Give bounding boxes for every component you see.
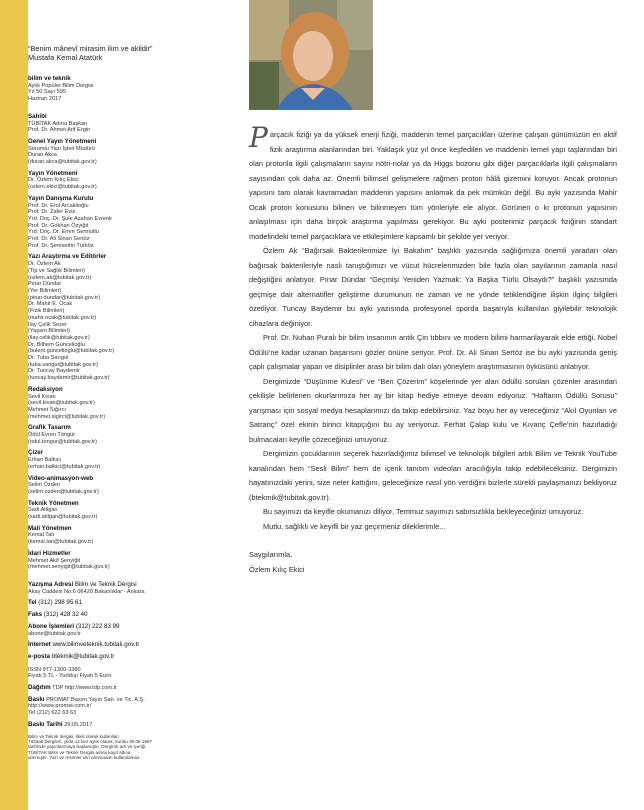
print-heading: Baskı [28,695,45,703]
credit-section [28,612,198,619]
credit-line: (erhan.balkici@tubitak.gov.tr) [28,463,101,470]
credit-heading: Yayın Yönetmeni [28,169,78,177]
contact-value: (312) 298 95 61 [38,599,82,607]
credit-heading: Tel (312) 298 95 61 [28,599,82,607]
legal-line: Bilim ve Teknik dergisi, ilkeli olarak kullanilan [28,733,119,739]
magazine-date: Haziran 2017 [28,96,62,103]
legal-line: TÜBİTAK Bilim ve Teknik Dergisi adına kayıt altına [28,749,131,755]
credit-section [28,254,198,381]
credit-line: (selim.ozden@tubitak.gov.tr) [28,488,99,495]
credit-line: (Yer Bilimleri) [28,287,62,294]
credit-section [28,139,198,166]
credit-line: Duran Akca [28,152,57,159]
contact-value: (312) 428 32 40 [43,611,88,619]
print-info [28,697,198,717]
credit-line: (mahir.ocak@tubitak.gov.tr) [28,314,97,321]
credit-line: (ozlem.ak@tubitak.gov.tr) [28,274,92,281]
print-date [28,722,198,729]
credit-line: (sadi.atilgan@tubitak.gov.tr) [28,514,98,521]
issn: ISSN 977-1300-3380 [28,666,81,673]
credit-line: Dr. Tuba Sarıgul [28,355,69,362]
editor-portrait-image [249,0,373,110]
article-paragraph: Dergimizin çocuklarının seçerek hazırladığımız bilimsel ve teknolojik bilgileri artık Bilim ve Teknik YouTube kanalından hem “Sesli Bilim” hem de içerik tanıtım videoları aracılığıyla takip edebileceksiniz. Dergimizin hayatınızdaki yerini, size neler kattığını, geleceğinize nasıl yön verdiğini bizlerle sürekli paylaşmanızı bekliyoruz (btekmik@tubitak.gov.tr). [249,449,617,502]
credit-line: Prof. Dr. Zafer Evis [28,209,76,216]
legal-notice [28,734,198,761]
magazine-issue: Yıl 50 Sayı 595 [28,89,66,96]
credit-line: (Fizik Bilimleri) [28,308,65,315]
ataturk-quote [28,44,198,62]
credit-line: Yrd. Doç. Dr. Emre Sermutlu [28,229,99,236]
quote-text: “Benim mânevî mirasim ilim ve akildir” [28,44,153,53]
credit-line: Akay Caddesi No:6 06420 Bakanlıklar - Ankara [28,588,145,595]
editorial-letter [249,121,617,577]
credit-heading: Redaksiyon [28,385,63,393]
editor-photo [249,0,373,110]
credit-heading: Faks (312) 428 32 40 [28,611,88,619]
credit-line: (Tip ve Sağlık Bilimleri) [28,267,85,274]
contact-value: Bilim ve Teknik Dergisi [74,581,137,588]
legal-line: alınmıştır. Yazı ve resimler izin alınmadan kullanılamaz. [28,755,141,761]
magazine-subtitle: Aylık Popüler Bilim Dergisi [28,82,94,89]
credit-line: abone@tubitak.gov.tr [28,630,81,637]
credit-heading: Yazı Araştırma ve Editörler [28,253,107,261]
credit-line: Selim Özden [28,482,61,489]
credit-line: Dr. Tuncay Baydemir [28,368,80,375]
credit-line: Prof. Dr. Ali Sinan Sertöz [28,236,90,243]
credit-section [28,501,198,521]
credit-heading: Yazışma Adresi Bilim ve Teknik Dergisi [28,581,137,588]
print-value: PROMAT Basım Yayın San. ve Tic. A.Ş. [46,696,145,703]
article-paragraph: Prof. Dr. Nuhan Puralı bir bilim insanının antik Çin tıbbını ve modern bilimi harmanlayarak elde ettiği, Nobel Ödülü’ne kadar uzanan başarısını gözler önüne seriyor. Prof. Dr. Ali Sinan Sertöz ise bu ayki yazısında geniş çaplı çalışmalar yapan ve disiplinler arası bir bilim dalı olan yöneylem araştırmasının öyküsünü anlatıyor. [249,333,617,371]
credit-line: TÜBİTAK Adına Başkan [28,120,88,127]
credit-section [28,425,198,445]
credit-line: (pinar.dundar@tubitak.gov.tr) [28,294,101,301]
credit-line: Prof. Dr. Ahmet Arif Ergin [28,127,91,134]
credit-line: (mehmet.sigirci@tubitak.gov.tr) [28,413,106,420]
credit-section [28,450,198,470]
signature: Özlem Kılıç Ekici [249,564,305,574]
magazine-info [28,76,198,103]
drop-cap: P [249,121,268,154]
magazine-title: bilim ve teknik [28,75,71,82]
article-paragraph: Dergimizde “Düşünme Kulesi” ve “Ben Çözerim” köşelerinde yer alan ödüllü soruları çözenler arasından çekilişle belirlenen okurlarımıza her ay bir kitap hediye etmeye devam ediyoruz. “Haftanın Ödüllü Sorusu” yarışması için sosyal medya hesaplarımızı da takip edebilirsiniz. Yaz boyu her ay vereceğimiz “Akıl Oyunları ve Satranç” özel ekinin birinci kitapçığını bu ay veriyoruz. Ferhat Çalap kulu ve Kıvanç Çefle’nin hazırladığı bulmacaları keyifle çözeceğinizi umuyoruz. [249,376,617,444]
credit-line: (Yaşam Bilimleri) [28,328,70,335]
article-paragraph: Özlem Ak “Bağırsak Bakterilerimize İyi Bakalım” başlıklı yazısında sağlığımıza önemli yararları olan bağırsak bakterileriyle naslı tanıştığımızı ve vücut hücrelerimizden bile fazla olan sayılarının zamanla nasıl değiştiğini anlatıyor. Pınar Dündar “Geçmişi Yeniden Yazmak: Ya Başka Türlü Olsaydı?” başlıklı yazısında geçmişe dair alternatifler geliştirme durumunun ne zaman ve ne yönde tetiklendiğine ilişkin ilginç bilgileri özetliyor. Tuncay Baydemir bu ayki yazısında profesyonel sporda başarıyla kullanılan giyilebilir teknolojik cihazlara değiniyor. [249,246,617,328]
credit-line: (duran.akca@tubitak.gov.tr) [28,159,97,166]
credit-heading: Yayın Danışma Kurulu [28,194,94,202]
credit-section [28,600,198,607]
credit-section [28,582,198,595]
credit-heading: Grafik Tasarım [28,424,71,432]
credit-line: Sevil Kivan [28,393,56,400]
contact-info [28,582,198,661]
credit-line: Prof. Dr. Şemsettin Türköz [28,242,94,249]
credit-section [28,171,198,191]
credit-line: (odul.tongur@tubitak.gov.tr) [28,438,98,445]
credit-heading: Genel Yayın Yönetmeni [28,137,97,145]
credit-line: Mehmet Sığırcı [28,406,66,413]
contact-value: www.bilimveteknik.tubitak.gov.tr [52,641,140,649]
article-paragraph: Bu sayımızı da keyifle okumanızı diliyor, Temmuz sayımızı sabırsızlıkla bekleyeceğinizi umuyoruz. [263,507,584,516]
credit-line: (bulent.guncelioglu@tubitak.gov.tr) [28,348,115,355]
credit-line: Pınar Dündar [28,281,62,288]
credit-line: Yrd. Doç. Dr. Şule Asahan Evrenk [28,215,112,222]
print-url: http://www.promat.com.tr/ [28,703,92,710]
masthead-content [28,44,198,761]
credit-line: Ödül Evren Töngür [28,432,76,439]
credit-heading: Abone İşlemleri (312) 222 83 99 [28,622,120,630]
credit-section [28,476,198,496]
article-paragraph: Mutlu, sağlıklı ve keyifli bir yaz geçirmeniz dileklerimle... [263,521,446,531]
distribution [28,685,198,692]
credit-heading: Video-animasyon-web [28,474,94,482]
quote-author: Mustafa Kemal Atatürk [28,53,103,62]
credit-section [28,642,198,649]
legal-line: Tübitak Dergileri, yilda 12 kez aylık olarak, kurulu 30.06.1967 [28,738,153,744]
credit-line: Sadi Atilgan [28,507,58,514]
credit-line: (ozlem.ekici@tubitak.gov.tr) [28,184,97,191]
credit-line: (sevil.kivan@tubitak.gov.tr) [28,400,95,407]
credit-section [28,196,198,250]
credit-line: (mehmet.senyigit@tubitak.gov.tr) [28,564,110,571]
credit-line: (ilay.celik@tubitak.gov.tr) [28,334,90,341]
print-date-value: 29.05.2017 [64,721,93,728]
credit-heading: Mali Yönetmen [28,524,72,532]
credit-heading: e-posta btekmik@tubitak.gov.tr [28,652,115,660]
credit-heading: İdari Hizmetler [28,549,71,557]
credit-section [28,551,198,571]
price: Fiyatı 5 TL - Yurtdışı Fiyatı 5 Euro [28,673,112,680]
credit-line: (tuba.sarigul@tubitak.gov.tr) [28,361,98,368]
closing: Saygılarımla, [249,550,293,559]
credit-section [28,526,198,546]
credit-section [28,654,198,661]
credit-line: Mehmet Akif Şenyiğit [28,557,81,564]
distribution-heading: Dağıtım [28,684,51,692]
credit-section [28,114,198,134]
contact-value: (312) 222 83 99 [75,622,120,630]
credit-heading: Sahibi [28,112,47,120]
credit-section [28,624,198,637]
distribution-value: TDP http://www.tdp.com.tr [52,685,118,692]
credit-line: (tuncay.baydemir@tubitak.gov.tr) [28,375,110,382]
credits-list [28,114,198,571]
print-date-heading: Baskı Tarihi [28,720,63,728]
issn-block [28,667,198,680]
credit-line: Prof. Dr. Gökhan Özyiğit [28,222,89,229]
credit-line: Prof. Dr. Erol Arcaklioğlu [28,202,89,209]
print-tel: Tel (212) 622 63 63 [28,710,77,717]
credit-line: Sorumlu Yazı İşleri Müdürü [28,145,95,152]
credit-line: Dr. Bilhem Güncelioğlu [28,341,85,348]
credit-line: Dr. Özlem Kılıç Ekici [28,177,79,184]
article-paragraph: Parçacık fiziği ya da yüksek enerji fiziği, maddenin temel parçacıkları üzerine çalışan günümüzün en aktif fizik araştırma alanlarından biri. Yaklaşık yüz yıl önce keşfedilen ve maddenin temel yapı taşlarından biri olan protonla ilgili çalışmaların sayısı nötri-nolar ya da Higgs bozonu gibi diğer parçacıklarla ilgili çalışmaların sayısından çok daha az. Önemli bilimsel gelişmelere rağmen proton hâlâ gizemini koruyor. Ancak protonun yapısını tam olarak kavramadan maddenin yapısını anlamak da pek mümkün değil. Bu ayki yazısında Mahir Ocak proton konusunu bilinen ve bilinmeyen tüm yönleriyle ele alıyor. Görünen o ki protonun yapısının anlaşılması için daha birçok araştırma yapılması gerekiyor. Bu ayki posterimiz parçacık fiziğinin standart modelindeki temel parçacıklara ve etkileşimlere kapsamlı bir şekilde yer veriyor. [249,121,617,241]
credit-section [28,387,198,421]
credit-line: Dr. Mahir E. Ocak [28,301,73,308]
credit-line: (kemal.tan@tubitak.gov.tr) [28,539,94,546]
credit-line: Erhan Balkıcı [28,457,62,464]
credit-heading: İnternet www.bilimveteknik.tubitak.gov.tr [28,641,140,649]
credit-line: Dr. Özlem Ak [28,261,61,268]
credit-heading: Teknik Yönetmen [28,499,79,507]
credit-heading: Çizer [28,449,44,457]
credit-line: Kemal Tan [28,532,55,539]
credit-line: İlay Çelik Sezer [28,321,67,328]
legal-line: tarihinde yayınlanmaya başlamıştır. Derginin adı ve içeriği [28,744,146,750]
contact-value: btekmik@tubitak.gov.tr [51,652,115,660]
